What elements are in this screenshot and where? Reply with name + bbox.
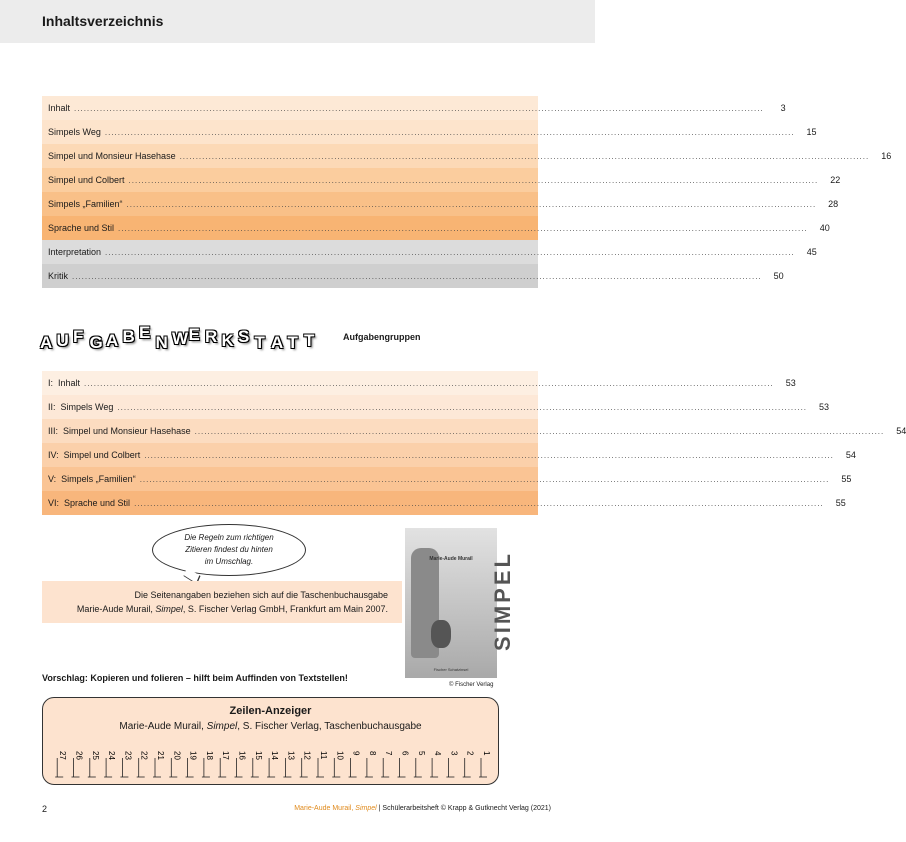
- ruler-tick-label: 13: [286, 751, 296, 760]
- toc-row: [42, 144, 892, 168]
- ruler-tick-label: 23: [123, 751, 133, 760]
- footer-publisher: | Schülerarbeitsheft © Krapp & Gutknecht Verlag (2021): [376, 805, 551, 812]
- werkstatt-letter: T: [304, 331, 315, 350]
- toc-page-number: 53: [819, 402, 830, 412]
- ruler-tick-label: 20: [172, 751, 182, 760]
- toc-row: [42, 419, 906, 443]
- footer-book-title: Simpel: [355, 805, 377, 812]
- aufgaben-list: [42, 371, 906, 515]
- note-book-title: Simpel: [155, 604, 183, 614]
- vorschlag-text: Vorschlag: Kopieren und folieren – hilft beim Auffinden von Textstellen!: [42, 673, 348, 683]
- toc-row: [42, 371, 796, 395]
- roman-numeral: I:: [48, 378, 54, 388]
- ruler-tick-label: 8: [367, 751, 377, 756]
- ruler-tick-label: 22: [139, 751, 149, 760]
- ruler-scale: [43, 698, 500, 786]
- toc-page-number: 3: [780, 103, 786, 113]
- toc-label: Simpel und Monsieur Hasehase: [48, 151, 176, 161]
- toc-label: Simpel und Colbert: [48, 175, 125, 185]
- toc-page-number: 55: [841, 474, 852, 484]
- page-title: Inhaltsverzeichnis: [42, 13, 164, 29]
- edition-note-line-2: [42, 602, 388, 616]
- ruler-tick-label: 16: [237, 751, 247, 760]
- toc-row: [42, 443, 856, 467]
- toc-row: [42, 264, 784, 288]
- ruler-tick-label: 25: [90, 751, 100, 760]
- dot-leader: [140, 475, 830, 484]
- ruler-title: Zeilen-Anzeiger: [229, 705, 312, 717]
- aufgabenwerkstatt-logo: [40, 323, 330, 353]
- toc-label: Simpel und Colbert: [63, 450, 141, 460]
- ruler-tick-label: 15: [253, 751, 263, 760]
- ruler-edition: , S. Fischer Verlag, Taschenbuchausgabe: [237, 721, 422, 732]
- footer-author: Marie-Aude Murail,: [294, 805, 356, 812]
- dot-leader: [105, 248, 795, 257]
- werkstatt-letter: K: [221, 331, 234, 350]
- bubble-line-2: Zitieren findest du hinten: [185, 545, 273, 554]
- toc-page-number: 15: [806, 127, 817, 137]
- bubble-line-3: im Umschlag.: [204, 557, 254, 566]
- ruler-tick-label: 24: [107, 751, 117, 760]
- ruler-tick-label: 3: [449, 751, 459, 756]
- toc-page-number: 16: [881, 151, 892, 161]
- ruler-tick-label: 26: [74, 751, 84, 760]
- toc-label: Simpels Weg: [48, 127, 101, 137]
- page-number: 2: [42, 804, 48, 814]
- ruler-tick-label: 9: [351, 751, 361, 756]
- table-of-contents: [42, 96, 892, 288]
- werkstatt-letter: R: [205, 327, 218, 346]
- werkstatt-letter: B: [122, 327, 135, 346]
- roman-numeral: IV:: [48, 450, 59, 460]
- ruler-tick-label: 19: [188, 751, 198, 760]
- toc-label: Interpretation: [48, 247, 102, 257]
- toc-label: Sprache und Stil: [64, 498, 131, 508]
- werkstatt-letter: W: [172, 329, 189, 348]
- toc-label: Inhalt: [58, 378, 81, 388]
- toc-label: Simpels Weg: [60, 402, 114, 412]
- toc-row: [42, 96, 786, 120]
- speech-bubble: [152, 524, 306, 576]
- werkstatt-letter: S: [238, 327, 250, 346]
- ruler-tick-label: 17: [221, 751, 231, 760]
- ruler-tick-label: 4: [433, 751, 443, 756]
- toc-label: Kritik: [48, 271, 68, 281]
- roman-numeral: III:: [48, 426, 59, 436]
- toc-page-number: 50: [773, 271, 784, 281]
- toc-label: Simpels „Familien“: [48, 199, 123, 209]
- dot-leader: [134, 499, 824, 508]
- roman-numeral: VI:: [48, 498, 60, 508]
- zeilen-anzeiger: [42, 697, 499, 785]
- ruler-tick-label: 11: [319, 751, 328, 760]
- roman-numeral: V:: [48, 474, 57, 484]
- ruler-tick-label: 6: [400, 751, 410, 756]
- toc-row: [42, 168, 841, 192]
- dot-leader: [105, 128, 795, 137]
- werkstatt-letter: U: [56, 331, 69, 350]
- ruler-author: Marie-Aude Murail,: [119, 721, 207, 732]
- werkstatt-letter: N: [155, 333, 168, 352]
- ruler-tick-label: 7: [384, 751, 394, 756]
- toc-row: [42, 240, 817, 264]
- book-cover-title: SIMPEL: [489, 551, 515, 651]
- book-cover-publisher: Fischer Schatzinsel: [433, 667, 469, 672]
- page-header: [0, 0, 595, 43]
- toc-page-number: 54: [845, 450, 856, 460]
- ruler-tick-label: 12: [302, 751, 312, 760]
- edition-note: [42, 581, 402, 623]
- werkstatt-letter: T: [254, 333, 265, 352]
- toc-page-number: 53: [785, 378, 796, 388]
- dot-leader: [180, 152, 870, 161]
- werkstatt-letter: T: [287, 333, 298, 352]
- werkstatt-letter: G: [89, 333, 103, 352]
- toc-row: [42, 395, 830, 419]
- bubble-line-1: Die Regeln zum richtigen: [184, 533, 274, 542]
- toc-row: [42, 216, 830, 240]
- aufgabengruppen-label: Aufgabengruppen: [343, 332, 421, 342]
- werkstatt-letter: A: [40, 333, 53, 352]
- toc-label: Simpels „Familien“: [61, 474, 136, 484]
- edition-note-line-1: Die Seitenangaben beziehen sich auf die Taschenbuchausgabe: [134, 590, 388, 600]
- toc-page-number: 55: [835, 498, 846, 508]
- note-author: Marie-Aude Murail,: [76, 604, 156, 614]
- ruler-tick-label: 18: [204, 751, 214, 760]
- werkstatt-letter: E: [139, 323, 151, 342]
- dot-leader: [117, 403, 807, 412]
- footer-credit: [294, 805, 551, 812]
- book-cover-author: Marie-Aude Murail: [429, 556, 473, 562]
- dot-leader: [195, 427, 885, 436]
- werkstatt-letter: A: [106, 331, 119, 350]
- toc-page-number: 54: [896, 426, 906, 436]
- dot-leader: [74, 104, 764, 113]
- werkstatt-letter: F: [73, 327, 84, 346]
- toc-page-number: 28: [828, 199, 839, 209]
- dot-leader: [72, 272, 762, 281]
- ruler-book-title: Simpel: [206, 721, 238, 732]
- dot-leader: [144, 451, 834, 460]
- toc-page-number: 22: [830, 175, 841, 185]
- dot-leader: [84, 379, 774, 388]
- dot-leader: [118, 224, 808, 233]
- ruler-tick-label: 5: [416, 751, 426, 756]
- note-publisher: , S. Fischer Verlag GmbH, Frankfurt am Main 2007.: [182, 604, 388, 614]
- toc-row: [42, 467, 852, 491]
- ruler-tick-label: 27: [58, 751, 68, 760]
- toc-row: [42, 491, 846, 515]
- ruler-tick-label: 21: [156, 751, 165, 760]
- ruler-tick-label: 2: [465, 751, 475, 756]
- werkstatt-letter: A: [271, 333, 284, 352]
- toc-label: Inhalt: [48, 103, 71, 113]
- toc-row: [42, 120, 817, 144]
- roman-numeral: II:: [48, 402, 56, 412]
- ruler-tick-label: 1: [482, 751, 491, 756]
- ruler-tick-label: 10: [335, 751, 345, 760]
- toc-label: Sprache und Stil: [48, 223, 115, 233]
- werkstatt-letter: E: [188, 325, 200, 344]
- image-credit: © Fischer Verlag: [449, 682, 494, 688]
- dot-leader: [129, 176, 819, 185]
- toc-row: [42, 192, 839, 216]
- toc-label: Simpel und Monsieur Hasehase: [63, 426, 191, 436]
- book-cover-image: [405, 528, 515, 678]
- dot-leader: [127, 200, 817, 209]
- toc-page-number: 45: [806, 247, 817, 257]
- toc-page-number: 40: [819, 223, 830, 233]
- teddy-bear-figure: [431, 620, 451, 648]
- ruler-tick-label: 14: [270, 751, 280, 760]
